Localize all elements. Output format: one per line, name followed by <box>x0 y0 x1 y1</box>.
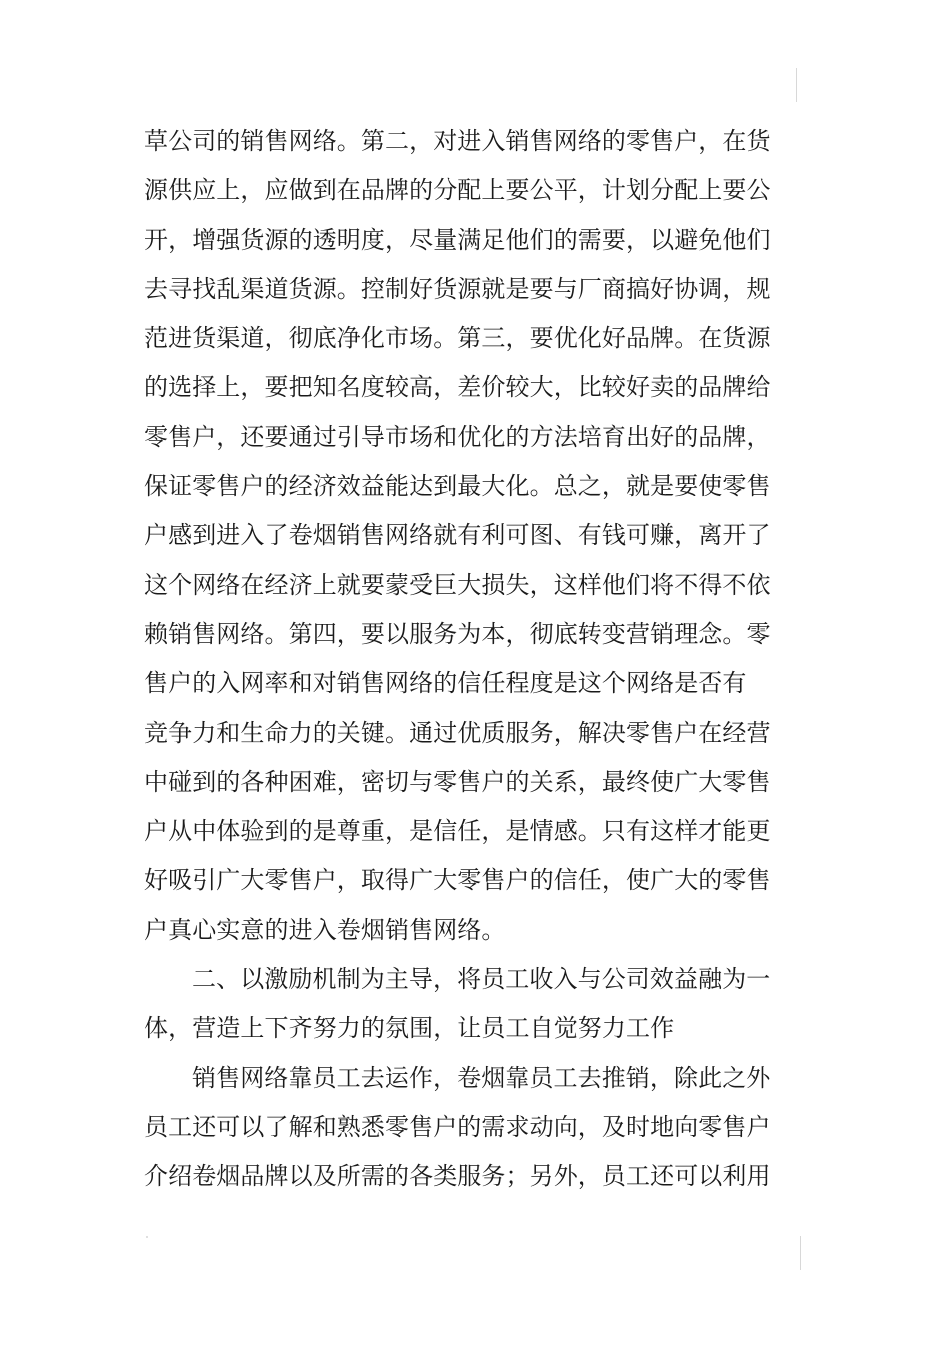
text-line: 草公司的销售网络。第二，对进入销售网络的零售户，在货 <box>144 127 771 155</box>
text-line: 竞争力和生命力的关键。通过优质服务，解决零售户在经营 <box>144 718 771 747</box>
text-line: 保证零售户的经济效益能达到最大化。总之，就是要使零售 <box>144 472 771 501</box>
section-heading-line: 二、以激励机制为主导，将员工收入与公司效益融为一 <box>192 965 771 994</box>
text-line: 介绍卷烟品牌以及所需的各类服务；另外，员工还可以利用 <box>144 1162 771 1191</box>
text-line: 零售户，还要通过引导市场和优化的方法培育出好的品牌， <box>144 422 771 451</box>
text-line: 好吸引广大零售户，取得广大零售户的信任，使广大的零售 <box>144 866 771 895</box>
text-line: 的选择上，要把知名度较高，差价较大，比较好卖的品牌给 <box>144 373 771 402</box>
body-text <box>144 117 771 1202</box>
text-line: 赖销售网络。第四，要以服务为本，彻底转变营销理念。零 <box>144 619 771 648</box>
text-line: 中碰到的各种困难，密切与零售户的关系，最终使广大零售 <box>144 767 771 796</box>
text-line: 开，增强货源的透明度，尽量满足他们的需要，以避免他们 <box>144 225 771 254</box>
text-line: 户从中体验到的是尊重，是信任，是情感。只有这样才能更 <box>144 817 771 846</box>
text-line: 源供应上，应做到在品牌的分配上要公平，计划分配上要公 <box>144 176 771 205</box>
text-line: 销售网络靠员工去运作，卷烟靠员工去推销，除此之外 <box>192 1063 771 1092</box>
text-line: 员工还可以了解和熟悉零售户的需求动向，及时地向零售户 <box>144 1112 771 1141</box>
page-corner-dot <box>146 1236 148 1238</box>
text-line: 范进货渠道，彻底净化市场。第三，要优化好品牌。在货源 <box>144 324 771 353</box>
text-line: 去寻找乱渠道货源。控制好货源就是要与厂商搞好协调，规 <box>144 274 771 303</box>
text-line: 这个网络在经济上就要蒙受巨大损失，这样他们将不得不依 <box>144 570 771 599</box>
text-line: 户感到进入了卷烟销售网络就有利可图、有钱可赚，离开了 <box>144 521 771 550</box>
page-edge-mark-top <box>796 68 797 102</box>
page-edge-mark-bottom <box>800 1236 801 1270</box>
section-heading-line: 体，营造上下齐努力的氛围，让员工自觉努力工作 <box>144 1014 675 1043</box>
text-line: 户真心实意的进入卷烟销售网络。 <box>144 915 506 944</box>
text-line: 售户的入网率和对销售网络的信任程度是这个网络是否有 <box>144 669 747 698</box>
